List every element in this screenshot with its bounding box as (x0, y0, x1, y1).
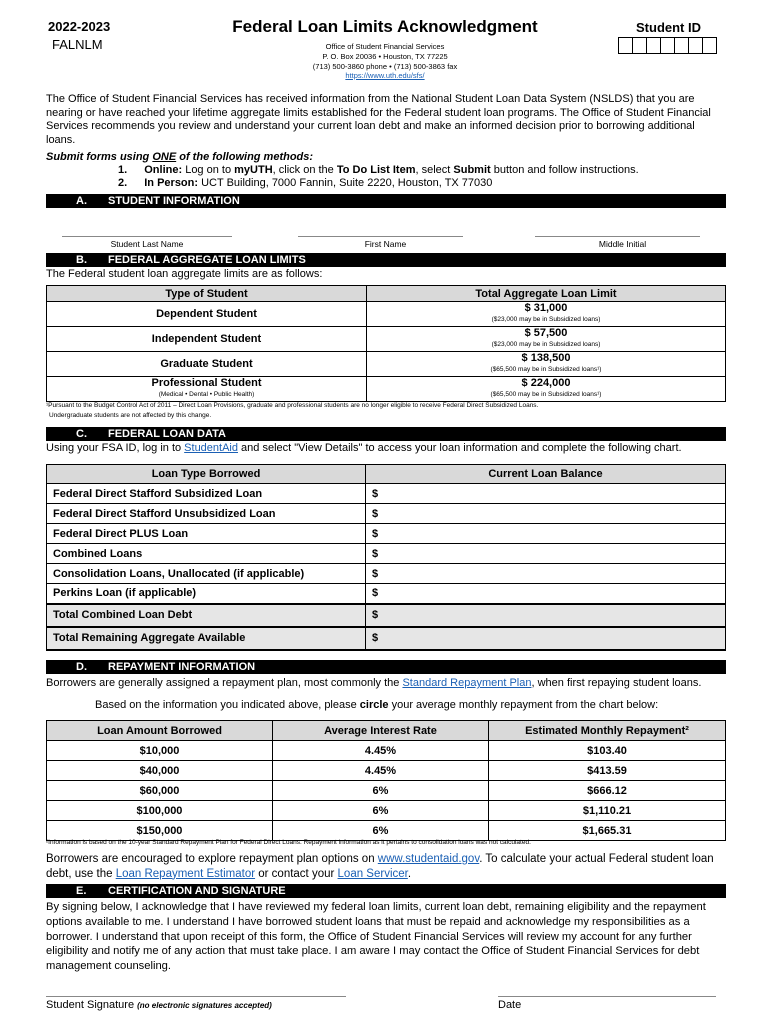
student-id-digit[interactable] (646, 37, 661, 54)
section-b-header: B. FEDERAL AGGREGATE LOAN LIMITS (46, 253, 726, 267)
submit-heading: Submit forms using ONE of the following methods: (46, 151, 314, 163)
section-e-header: E. CERTIFICATION AND SIGNATURE (46, 884, 726, 898)
form-year: 2022-2023 (48, 19, 111, 34)
section-a-header: A. STUDENT INFORMATION (46, 194, 726, 208)
total-remaining-input[interactable]: $ (366, 627, 726, 650)
intro-paragraph: The Office of Student Financial Services has received information from the National Student Loan Data System (NSLDS) that you are nearing or have reached your lifetime aggregate limits established for the Federal student loan programs. The Office of Student Financial Services recommends you review and understand your current loan debt and make an informed decision prior to borrowing additional loans. (46, 93, 711, 146)
middle-initial-field[interactable] (535, 236, 700, 237)
student-type: Dependent Student (47, 302, 367, 327)
table-row (47, 377, 726, 402)
student-id-digit[interactable] (688, 37, 703, 54)
loan-servicer-link[interactable]: Loan Servicer (337, 867, 408, 880)
student-id-digit[interactable] (674, 37, 689, 54)
aggregate-limits-table (46, 285, 726, 402)
loan-repayment-estimator-link[interactable]: Loan Repayment Estimator (115, 867, 256, 880)
submit-method-in-person: 2. In Person: UCT Building, 7000 Fannin, Suite 2220, Houston, TX 77030 (118, 177, 493, 189)
loan-amount: $60,000 (47, 781, 273, 801)
table-row[interactable] (47, 781, 726, 801)
table-row (47, 544, 726, 564)
col-header-balance: Current Loan Balance (366, 465, 726, 484)
loan-type: Federal Direct Stafford Subsidized Loan (47, 484, 366, 504)
col-header-rate: Average Interest Rate (273, 721, 489, 741)
studentaid-gov-link[interactable]: www.studentaid.gov (377, 853, 480, 865)
loan-amount: $10,000 (47, 741, 273, 761)
loan-amount: $100,000 (47, 801, 273, 821)
signature-label: Student Signature (no electronic signatures accepted) (46, 999, 272, 1011)
section-c-intro: Using your FSA ID, log in to StudentAid and select "View Details" to access your loan information and complete the following chart. (46, 442, 682, 454)
section-b-footnote-2: Undergraduate students are not affected by this change. (49, 412, 212, 419)
student-type: Independent Student (47, 327, 367, 352)
col-header-amount: Loan Amount Borrowed (47, 721, 273, 741)
certification-text: By signing below, I acknowledge that I have reviewed my federal loan limits, current loan debt, remaining eligibility and the repayment options available to me. I understand I have borrowed student loans that must be repaid and acknowledge my responsibilities as a borrower. I understand that upon receipt of this form, the Office of Student Financial Services will review my account for any further eligibility and notify me of any action that must take place. I am aware I may contact the Office of Student Financial Services for debt management counseling. (46, 901, 706, 973)
balance-input[interactable]: $ (366, 584, 726, 604)
loan-type: Federal Direct PLUS Loan (47, 524, 366, 544)
monthly-payment[interactable]: $413.59 (489, 761, 726, 781)
standard-repayment-plan-link[interactable]: Standard Repayment Plan (402, 677, 532, 689)
table-row (47, 327, 726, 352)
monthly-payment[interactable]: $103.40 (489, 741, 726, 761)
student-id-digit[interactable] (618, 37, 633, 54)
col-header-payment: Estimated Monthly Repayment² (489, 721, 726, 741)
student-id-boxes[interactable] (618, 37, 717, 54)
student-id-digit[interactable] (660, 37, 675, 54)
form-code: FALNLM (52, 37, 103, 52)
table-row (47, 352, 726, 377)
office-url-link[interactable]: https://www.uth.edu/sfs/ (345, 71, 425, 80)
loan-type: Perkins Loan (if applicable) (47, 584, 366, 604)
date-field[interactable] (498, 996, 716, 997)
middle-initial-label: Middle Initial (598, 239, 647, 249)
balance-input[interactable]: $ (366, 484, 726, 504)
monthly-payment[interactable]: $1,110.21 (489, 801, 726, 821)
section-c-header: C. FEDERAL LOAN DATA (46, 427, 726, 441)
table-row (47, 484, 726, 504)
table-row (47, 504, 726, 524)
table-row[interactable] (47, 761, 726, 781)
student-type-note: (Medical • Dental • Public Health) (158, 391, 255, 398)
circle-instruction: Based on the information you indicated above, please circle your average monthly repayment from the chart below: (95, 699, 659, 711)
total-remaining-label: Total Remaining Aggregate Available (47, 627, 366, 650)
date-label: Date (498, 999, 522, 1011)
col-header-type: Type of Student (47, 286, 367, 302)
balance-input[interactable]: $ (366, 564, 726, 584)
explore-paragraph: Borrowers are encouraged to explore repayment plan options on www.studentaid.gov. To calculate your actual Federal student loan debt, use the Loan Repayment Estimator or contact your Loan Servicer. (46, 853, 714, 880)
table-row (47, 584, 726, 604)
monthly-payment[interactable]: $666.12 (489, 781, 726, 801)
office-phone: (713) 500-3860 phone • (713) 500-3863 fax (312, 62, 458, 71)
loan-type: Combined Loans (47, 544, 366, 564)
student-id-digit[interactable] (632, 37, 647, 54)
student-type: Professional Student (151, 377, 262, 389)
section-b-intro: The Federal student loan aggregate limits are as follows: (46, 268, 323, 280)
first-name-label: First Name (364, 239, 407, 249)
office-address: P. O. Box 20036 • Houston, TX 77225 (322, 52, 448, 61)
office-name: Office of Student Financial Services (325, 42, 445, 51)
last-name-field[interactable] (62, 236, 232, 237)
submit-method-online: 1. Online: Log on to myUTH, click on the To Do List Item, select Submit button and follow instructions. (118, 164, 639, 176)
studentaid-link[interactable]: StudentAid (184, 442, 238, 454)
loan-amount: $150,000 (47, 821, 273, 841)
page-title: Federal Loan Limits Acknowledgment (232, 17, 538, 36)
table-row[interactable] (47, 821, 726, 841)
limit-amount: $ 224,000 (521, 377, 571, 389)
loan-data-table (46, 464, 726, 651)
table-row (47, 564, 726, 584)
section-b-footnote-1: ¹Pursuant to the Budget Control Act of 2011 – Direct Loan Provisions, graduate and professional students are no longer eligible to receive Federal Direct Subsidized Loans. (46, 402, 539, 409)
section-d-header: D. REPAYMENT INFORMATION (46, 660, 726, 674)
table-row[interactable] (47, 741, 726, 761)
limit-note: ($23,000 may be in Subsidized loans) (491, 341, 601, 348)
limit-note: ($65,500 may be in Subsidized loans¹) (490, 366, 602, 373)
col-header-limit: Total Aggregate Loan Limit (367, 286, 726, 302)
section-d-footnote: ²Information is based on the 10-year Standard Repayment Plan for Federal Direct Loans. Repayment information as it pertains to consolidation loans was not calculated. (46, 839, 531, 846)
signature-field[interactable] (46, 996, 346, 997)
limit-amount: $ 57,500 (524, 327, 568, 339)
table-row[interactable] (47, 801, 726, 821)
section-d-intro: Borrowers are generally assigned a repayment plan, most commonly the Standard Repayment Plan, when first repaying student loans. (46, 677, 702, 689)
limit-amount: $ 138,500 (521, 352, 571, 364)
limit-amount: $ 31,000 (524, 302, 568, 314)
interest-rate: 6% (273, 801, 489, 821)
loan-amount: $40,000 (47, 761, 273, 781)
limit-note: ($65,500 may be in Subsidized loans¹) (490, 391, 602, 398)
student-type: Graduate Student (47, 352, 367, 377)
balance-input[interactable]: $ (366, 524, 726, 544)
monthly-payment[interactable]: $1,665.31 (489, 821, 726, 841)
student-id-digit[interactable] (702, 37, 717, 54)
interest-rate: 4.45% (273, 761, 489, 781)
interest-rate: 6% (273, 781, 489, 801)
total-row (47, 604, 726, 627)
col-header-loan-type: Loan Type Borrowed (47, 465, 366, 484)
interest-rate: 6% (273, 821, 489, 841)
loan-type: Federal Direct Stafford Unsubsidized Loan (47, 504, 366, 524)
total-debt-label: Total Combined Loan Debt (47, 604, 366, 627)
interest-rate: 4.45% (273, 741, 489, 761)
balance-input[interactable]: $ (366, 504, 726, 524)
student-id-label: Student ID (636, 20, 701, 35)
table-row (47, 524, 726, 544)
balance-input[interactable]: $ (366, 544, 726, 564)
total-row (47, 627, 726, 650)
limit-note: ($23,000 may be in Subsidized loans) (491, 316, 601, 323)
loan-type: Consolidation Loans, Unallocated (if applicable) (47, 564, 366, 584)
last-name-label: Student Last Name (110, 239, 184, 249)
total-debt-input[interactable]: $ (366, 604, 726, 627)
first-name-field[interactable] (298, 236, 463, 237)
table-row (47, 302, 726, 327)
repayment-table (46, 720, 726, 841)
